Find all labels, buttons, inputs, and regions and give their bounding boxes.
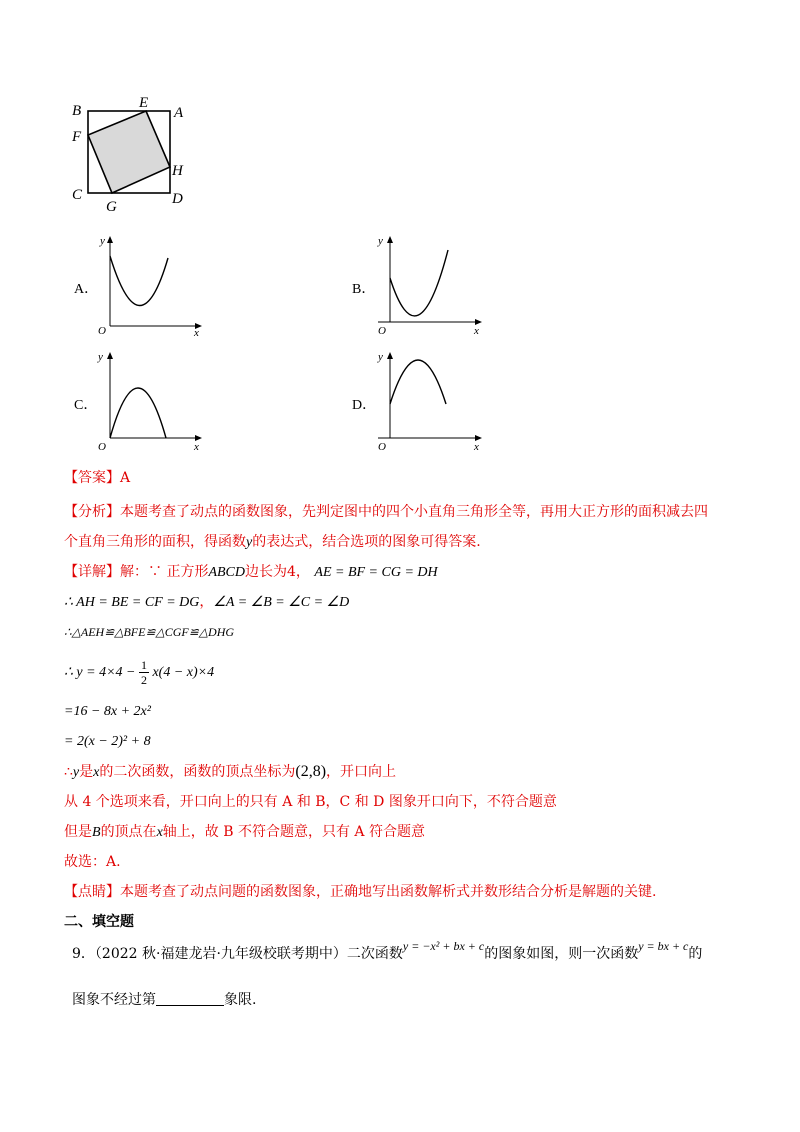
label-D: D xyxy=(172,191,183,207)
parabola-curve xyxy=(110,388,166,438)
detail-l9e: 轴上，故 B 不符合题意，只有 A 符合题意 xyxy=(162,824,425,840)
detail-math-angles: ∠A = ∠B = ∠C = ∠D xyxy=(213,595,350,610)
analysis-text-2b: 的表达式，结合选项的图象可得答案. xyxy=(252,534,481,550)
option-d-graph[interactable] xyxy=(374,346,490,452)
analysis-var-y: y xyxy=(246,535,253,550)
tip-line xyxy=(64,882,656,902)
detail-line-3: ∴△AEH≌△BFE≌△CGF≌△DHG xyxy=(64,625,235,639)
label-G: G xyxy=(106,199,117,215)
label-E: E xyxy=(139,95,149,111)
detail-l7x: x xyxy=(93,765,100,780)
y-axis-arrow xyxy=(387,352,393,359)
detail-line-2 xyxy=(64,592,349,613)
analysis-line-1 xyxy=(64,502,708,522)
detail-line-6: = 2(x − 2)² + 8 xyxy=(64,734,151,749)
x-axis-label: x xyxy=(194,441,199,452)
origin-label: O xyxy=(98,325,106,336)
analysis-text-1: 本题考查了动点的函数图象，先判定图中的四个小直角三角形全等，再用大正方形的面积减去四 xyxy=(120,504,708,520)
answer-line xyxy=(64,468,130,488)
detail-line-1 xyxy=(64,562,438,583)
y-axis-label: y xyxy=(100,235,105,247)
option-a-label[interactable]: A． xyxy=(74,282,99,297)
tip-text: 本题考查了动点问题的函数图象，正确地写出函数解析式并数形结合分析是解题的关键. xyxy=(120,884,657,900)
q9-line-2 xyxy=(72,990,256,1010)
analysis-line-2 xyxy=(64,532,481,553)
analysis-tag: 【分析】 xyxy=(64,504,120,520)
answer-blank[interactable] xyxy=(156,991,224,1006)
q9-mid: 的图象如图，则一次函数 xyxy=(484,946,639,962)
x-axis-label: x xyxy=(474,441,479,452)
detail-l7a: ∴ xyxy=(64,764,73,780)
detail-line-9 xyxy=(64,822,425,843)
square-figure xyxy=(64,95,194,215)
label-F: F xyxy=(72,129,82,145)
q9-line2b: 象限. xyxy=(224,992,257,1008)
option-b-label[interactable]: B． xyxy=(352,282,376,297)
q9-src: （2022 秋·福建龙岩·九年级校联考期中）二次函数 xyxy=(94,946,403,962)
q9-line2a: 图象不经过第 xyxy=(72,992,156,1008)
origin-label: O xyxy=(378,441,386,452)
detail-l9a: 但是 xyxy=(64,824,92,840)
label-B: B xyxy=(72,103,82,119)
y-axis-arrow xyxy=(107,236,113,243)
option-b-graph[interactable] xyxy=(374,230,490,336)
detail-l7v: (2,8) xyxy=(295,763,327,780)
fraction-den: 2 xyxy=(140,673,147,687)
origin-label: O xyxy=(98,441,106,452)
detail-line-4 xyxy=(64,652,214,692)
detail-math-abcd: ABCD xyxy=(208,565,246,580)
answer-tag: 【答案】 xyxy=(64,470,120,486)
inner-square xyxy=(88,111,170,193)
fraction-half xyxy=(139,658,149,687)
detail-tag: 【详解】 xyxy=(64,564,120,580)
y-axis-label: y xyxy=(378,351,383,363)
answer-value: A xyxy=(120,470,131,486)
y-axis-arrow xyxy=(107,352,113,359)
detail-line-5: =16 − 8x + 2x² xyxy=(64,704,151,719)
fraction-num: 1 xyxy=(140,658,147,672)
detail-line-7 xyxy=(64,762,396,783)
label-C: C xyxy=(72,187,83,203)
detail-l7d: ，开口向上 xyxy=(326,764,397,780)
detail-text-1a: 解：∵ 正方形 xyxy=(120,564,209,580)
option-c-graph[interactable] xyxy=(94,346,210,452)
parabola-curve xyxy=(110,256,168,306)
detail-l4a: ∴ y = 4×4 − xyxy=(64,664,136,680)
x-axis-label: x xyxy=(194,327,199,336)
q9-end: 的 xyxy=(688,946,703,962)
q9-formula-1: y = −x² + bx + c xyxy=(402,939,485,953)
x-axis-label: x xyxy=(474,325,479,336)
y-axis-label: y xyxy=(98,351,103,363)
parabola-curve xyxy=(390,250,448,316)
y-axis-arrow xyxy=(387,236,393,243)
detail-sep: ， xyxy=(199,594,214,610)
detail-line-10: 故选：A. xyxy=(64,854,121,870)
analysis-text-2a: 个直角三角形的面积，得函数 xyxy=(64,534,246,550)
detail-l9d: x xyxy=(156,825,163,840)
detail-l9c: 的顶点在 xyxy=(100,824,157,840)
tip-tag: 【点睛】 xyxy=(64,884,120,900)
y-axis-label: y xyxy=(378,235,383,247)
parabola-curve xyxy=(390,360,446,404)
detail-l9b: B xyxy=(92,825,101,840)
section-title: 二、填空题 xyxy=(64,914,134,930)
q9-line-1 xyxy=(72,939,703,964)
detail-math-ah: ∴ AH = BE = CF = DG xyxy=(64,595,200,610)
option-c-label[interactable]: C． xyxy=(74,398,98,413)
q9-formula-2: y = bx + c xyxy=(638,939,689,953)
detail-math-ae: AE = BF = CG = DH xyxy=(314,565,438,580)
label-H: H xyxy=(172,163,183,179)
q9-num: 9． xyxy=(72,946,95,962)
label-A: A xyxy=(174,105,184,121)
option-d-label[interactable]: D． xyxy=(352,398,377,413)
origin-label: O xyxy=(378,325,386,336)
detail-l4b: x(4 − x)×4 xyxy=(152,664,215,680)
detail-line-8: 从 4 个选项来看，开口向上的只有 A 和 B，C 和 D 图象开口向下，不符合题意 xyxy=(64,794,557,810)
detail-text-1b: 边长为4， xyxy=(245,564,310,580)
detail-l7y: y xyxy=(72,765,80,780)
detail-l7c: 的二次函数，函数的顶点坐标为 xyxy=(99,764,296,780)
option-a-graph[interactable] xyxy=(94,230,210,336)
detail-l7b: 是 xyxy=(79,764,94,780)
